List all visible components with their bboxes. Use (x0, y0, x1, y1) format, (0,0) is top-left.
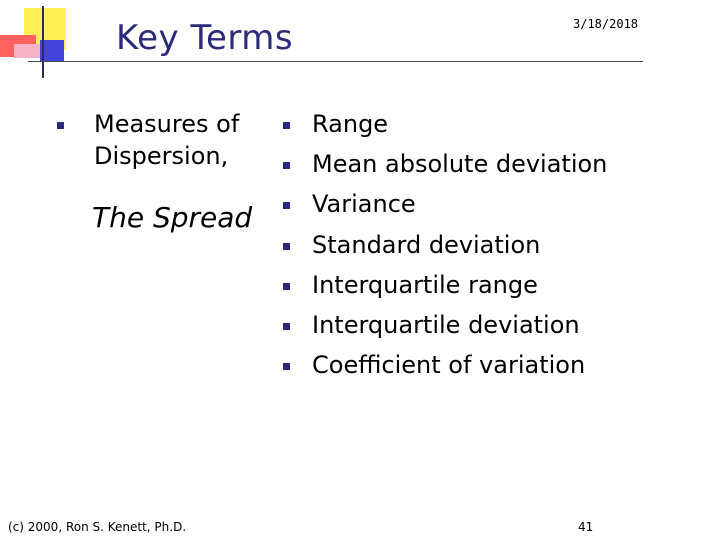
term-label: Standard deviation (312, 230, 541, 259)
page-number: 41 (578, 520, 594, 534)
title-underline (28, 61, 643, 62)
bullet-square-icon (283, 363, 290, 370)
decor-vertical-line (42, 6, 44, 78)
list-item (283, 347, 607, 387)
list-item (283, 186, 607, 226)
bullet-square-icon (283, 243, 290, 250)
left-heading: Measures of Dispersion, (94, 110, 240, 170)
bullet-square-icon (283, 162, 290, 169)
list-item (283, 227, 607, 267)
terms-list (283, 106, 607, 387)
term-label: Range (312, 110, 389, 138)
term-label: Coefficient of variation (312, 351, 586, 380)
term-label: Variance (312, 190, 416, 219)
bullet-square-icon (283, 283, 290, 290)
footer-copyright: (c) 2000, Ron S. Kenett, Ph.D. (8, 520, 187, 534)
list-item (283, 267, 607, 307)
list-item (283, 146, 607, 186)
slide-title: Key Terms (116, 18, 294, 58)
bullet-square-icon (57, 122, 64, 129)
bullet-square-icon (283, 202, 290, 209)
slide-date: 3/18/2018 (573, 17, 639, 31)
term-label: Interquartile range (312, 270, 538, 299)
term-label: Interquartile deviation (312, 310, 580, 339)
list-item (283, 307, 607, 347)
bullet-square-icon (283, 323, 290, 330)
bullet-square-icon (283, 122, 290, 129)
list-item (283, 106, 607, 146)
left-subheading: The Spread (92, 201, 253, 234)
term-label: Mean absolute deviation (312, 150, 608, 179)
